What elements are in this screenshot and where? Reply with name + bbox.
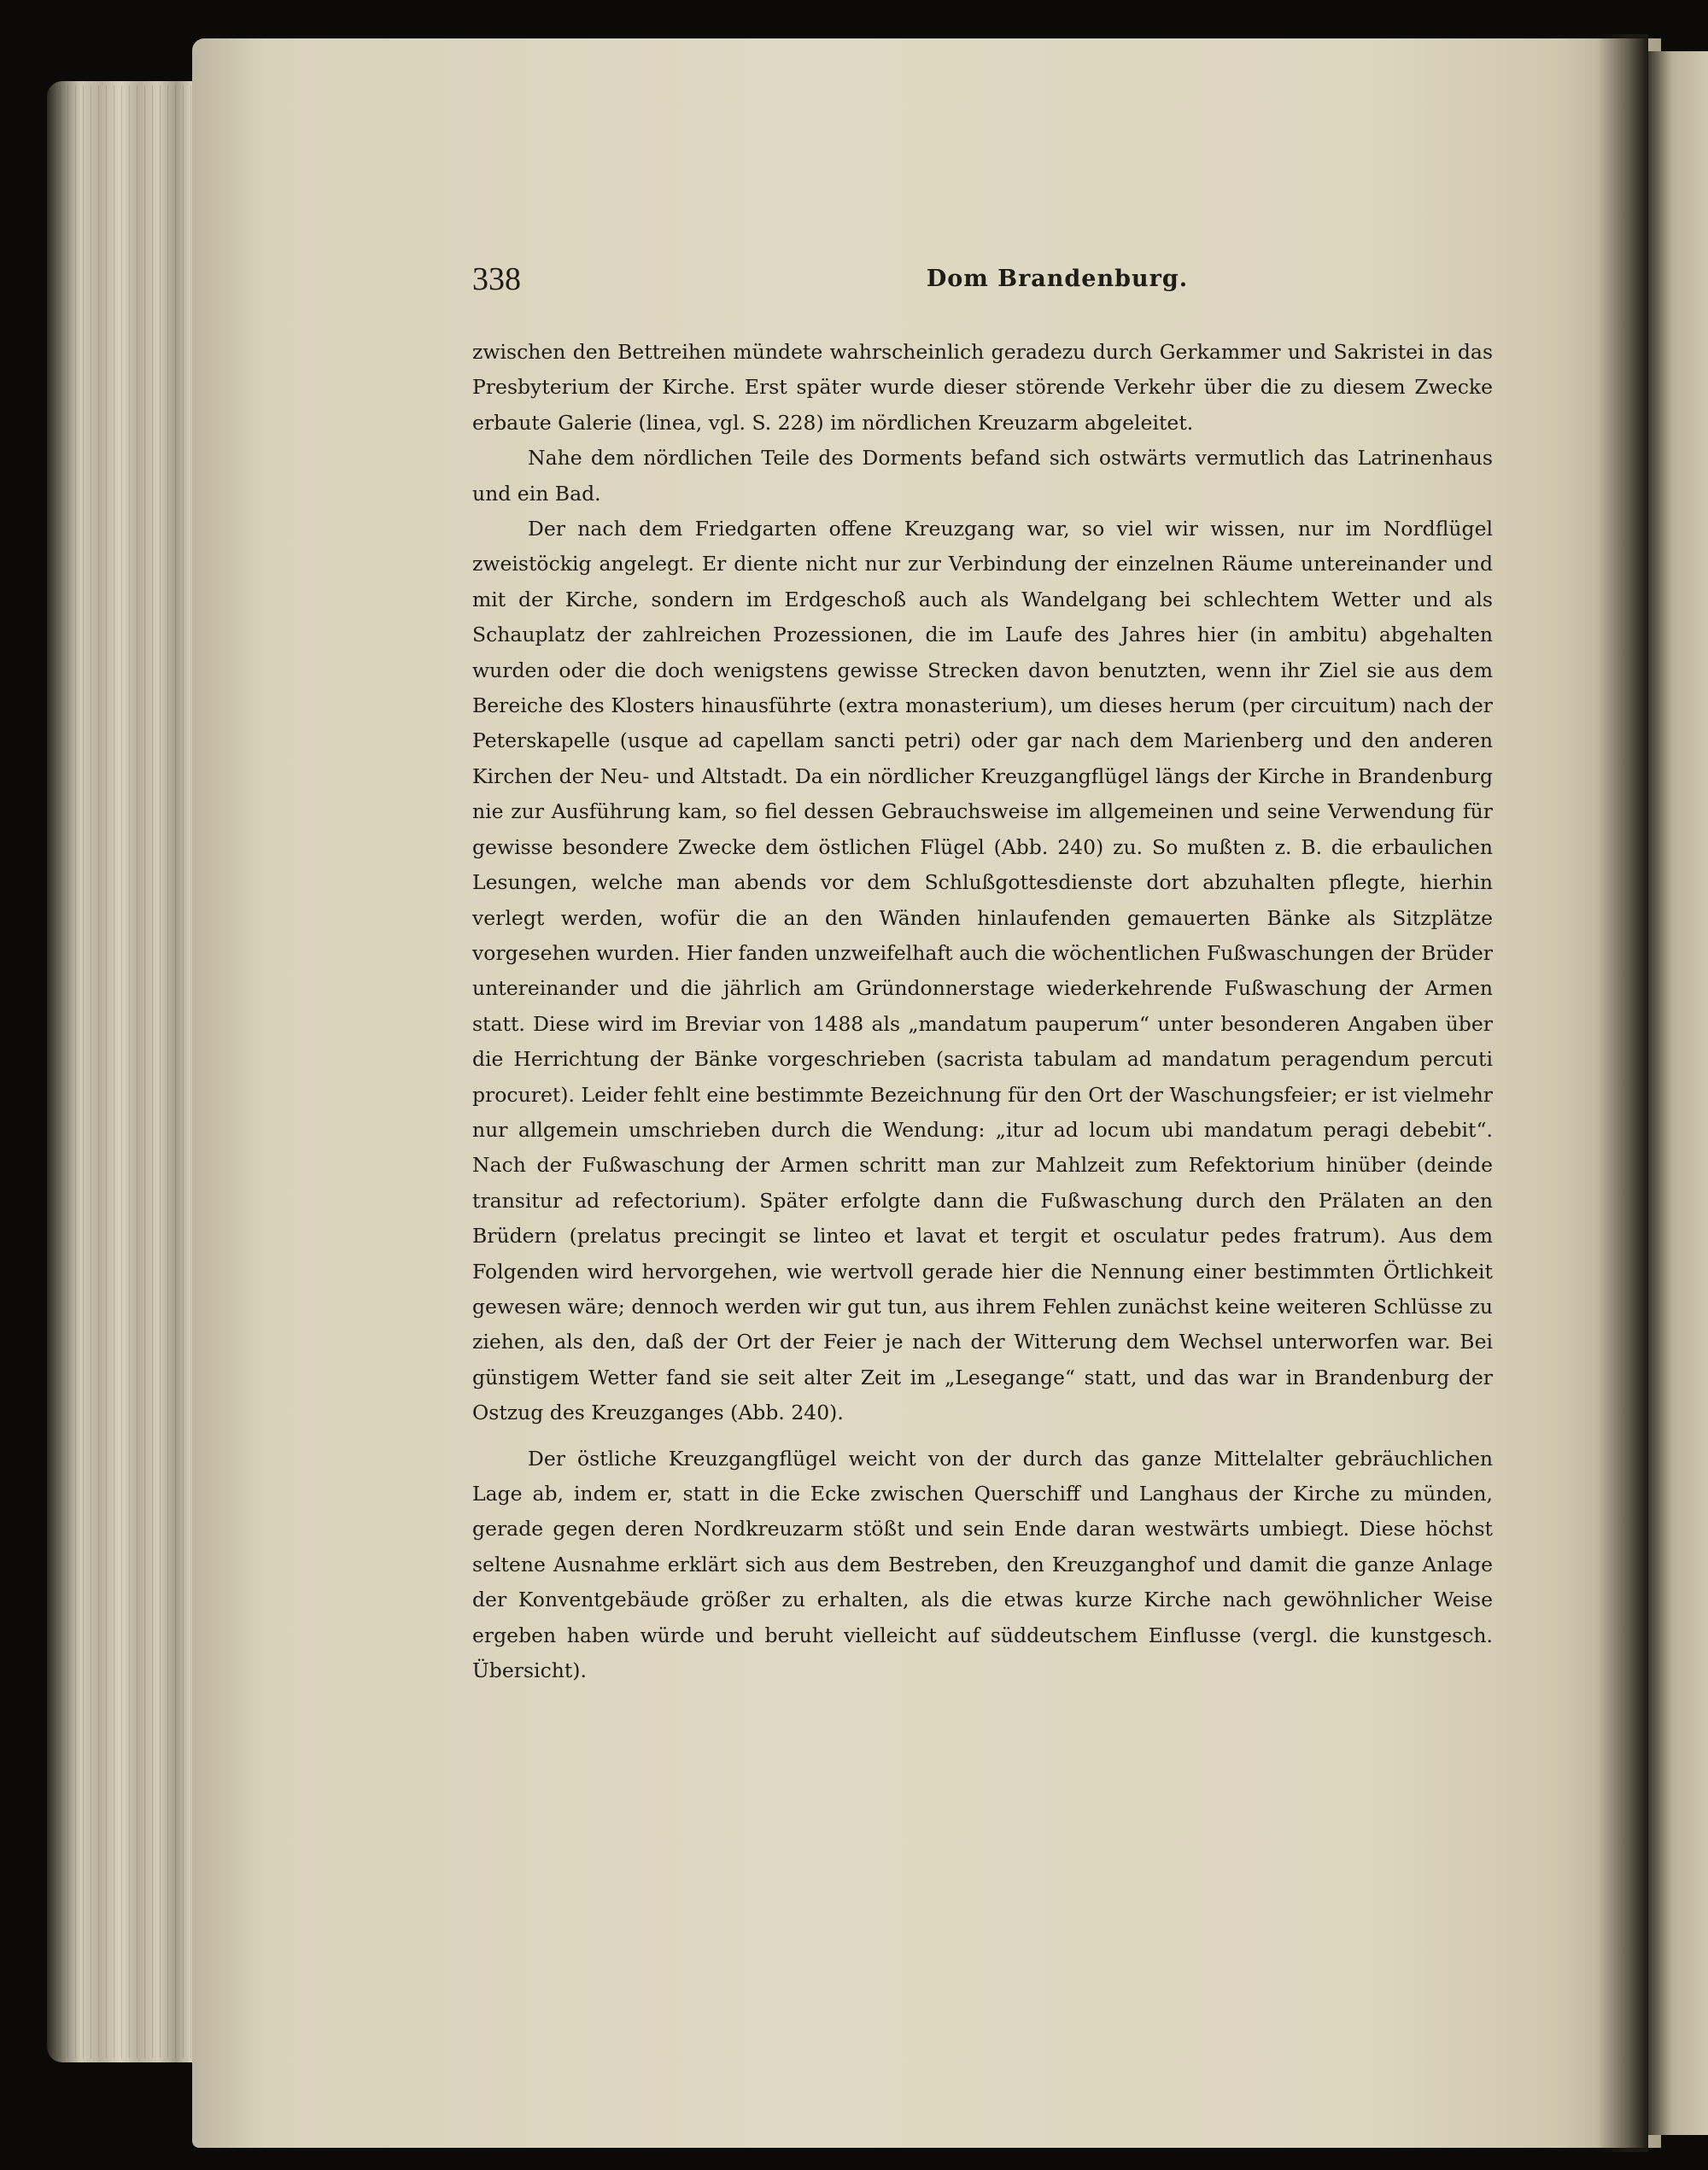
facing-page-edge [1648,51,1708,2135]
paragraph: Nahe dem nördlichen Teile des Dorments befand sich ostwärts vermutlich das Latrinenhaus und ein Bad. [472,446,1493,506]
running-title: Dom Brandenburg. [926,266,1189,292]
book-gutter [1597,34,1648,2152]
page-header [472,260,1493,303]
paragraph: Der nach dem Friedgarten offene Kreuzgang war, so viel wir wissen, nur im Nordflügel zweistöckig angelegt. Er diente nicht nur zur Verbindung der einzelnen Räume untereinander und mit der Kirche, sondern im Erdgeschoß auch als Wandelgang bei schlechtem Wetter und als Schauplatz der zahlreichen Prozessionen, die im Laufe des Jahres hier (in ambitu) abgehalten wurden oder die doch wenigstens gewisse Strecken davon benutzten, wenn ihr Ziel sie aus dem Bereiche des Klosters hinausführte (extra monasterium), um dieses herum (per circuitum) nach der Peterskapelle (usque ad capellam sancti petri) oder gar nach dem Marienberg und den anderen Kirchen der Neu- und Altstadt. Da ein nördlicher Kreuzgangflügel längs der Kirche in Brandenburg nie zur Ausführung kam, so fiel dessen Gebrauchsweise im allgemeinen und seine Verwendung für gewisse besondere Zwecke dem östlichen Flügel (Abb. 240) zu. So mußten z. B. die erbaulichen Lesungen, welche man abends vor dem Schlußgottesdienste dort abzuhalten pflegte, hierhin verlegt werden, wofür die an den Wänden hinlaufenden gemauerten Bänke als Sitzplätze vorgesehen wurden. Hier fanden unzweifelhaft auch die wöchentlichen Fußwaschungen der Brüder untereinander und die jährlich am Gründonnerstage wiederkehrende Fußwaschung der Armen statt. Diese wird im Breviar von 1488 als „mandatum pauperum“ unter besonderen Angaben über die Herrichtung der Bänke vorgeschrieben (sacrista tabulam ad mandatum peragendum percuti procuret). Leider fehlt eine bestimmte Bezeichnung für den Ort der Waschungsfeier; er ist vielmehr nur allgemein umschrieben durch die Wendung: „itur ad locum ubi mandatum peragi debebit“. Nach der Fußwaschung der Armen schritt man zur Mahlzeit zum Refektorium hinüber (deinde transitur ad refectorium). Später erfolgte dann die Fußwaschung durch den Prälaten an den Brüdern (prelatus precingit se linteo et lavat et tergit et osculatur pedes fratrum). Aus dem Folgenden wird hervorgehen, wie wertvoll gerade hier die Nennung einer bestimmten Örtlichkeit gewesen wäre; dennoch werden wir gut tun, aus ihrem Fehlen zunächst keine weiteren Schlüsse zu ziehen, als den, daß der Ort der Feier je nach der Witterung dem Wechsel unterworfen war. Bei günstigem Wetter fand sie seit alter Zeit im „Lesegange“ statt, und das war in Brandenburg der Ostzug des Kreuzganges (Abb. 240). [472,517,1493,1425]
page-stack-lines [60,85,196,2058]
paragraph: zwischen den Bettreihen mündete wahrscheinlich geradezu durch Gerkammer und Sakristei in das Presbyterium der Kirche. Erst später wurde dieser störende Verkehr über die zu diesem Zwecke erbaute Galerie (linea, vgl. S. 228) im nördlichen Kreuzarm abgeleitet. [472,340,1493,435]
page-number: 338 [472,261,521,297]
body-text [472,335,1493,1688]
paragraph: Der östliche Kreuzgangflügel weicht von der durch das ganze Mittelalter gebräuchlichen Lage ab, indem er, statt in die Ecke zwischen Querschiff und Langhaus der Kirche zu münden, gerade gegen deren Nordkreuzarm stößt und sein Ende daran westwärts umbiegt. Diese höchst seltene Ausnahme erklärt sich aus dem Bestreben, den Kreuzganghof und damit die ganze Anlage der Konventgebäude größer zu erhalten, als die etwas kurze Kirche nach gewöhnlicher Weise ergeben haben würde und beruht vielleicht auf süddeutschem Einflusse (vergl. die kunstgesch. Übersicht). [472,1446,1493,1683]
